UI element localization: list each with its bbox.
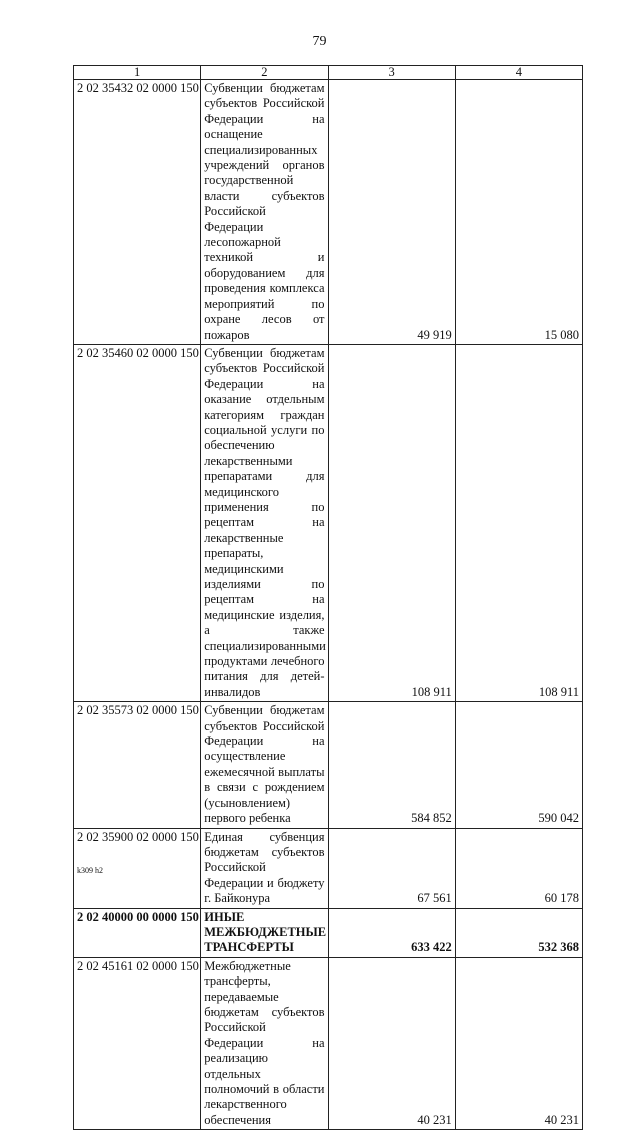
footer-code: k309 h2 bbox=[77, 866, 103, 875]
header-col-3: 3 bbox=[328, 66, 455, 80]
row-code: 2 02 35432 02 0000 150 bbox=[74, 80, 201, 345]
header-col-1: 1 bbox=[74, 66, 201, 80]
row-value-col4: 532 368 bbox=[455, 908, 582, 957]
table-row bbox=[74, 957, 583, 1129]
row-value-col3: 108 911 bbox=[328, 344, 455, 701]
row-value-col4: 590 042 bbox=[455, 702, 582, 828]
row-code: 2 02 40000 00 0000 150 bbox=[74, 908, 201, 957]
table-row bbox=[74, 828, 583, 908]
table-header-row bbox=[74, 66, 583, 80]
row-name: Межбюджетные трансферты, передаваемые бюджетам субъектов Российской Федерации на реализацию отдельных полномочий в области лекарственного обеспечения bbox=[201, 957, 328, 1129]
header-col-4: 4 bbox=[455, 66, 582, 80]
row-name: Субвенции бюджетам субъектов Российской Федерации на оснащение специализированных учреждений органов государственной власти субъектов Российской Федерации лесопожарной техникой и оборудованием для проведения комплекса мероприятий по охране лесов от пожаров bbox=[201, 80, 328, 345]
row-value-col3: 40 231 bbox=[328, 957, 455, 1129]
row-value-col4: 60 178 bbox=[455, 828, 582, 908]
row-name: Единая субвенция бюджетам субъектов Российской Федерации и бюджету г. Байконура bbox=[201, 828, 328, 908]
budget-table bbox=[73, 65, 583, 1130]
row-value-col3: 49 919 bbox=[328, 80, 455, 345]
row-value-col3: 633 422 bbox=[328, 908, 455, 957]
row-code: 2 02 35460 02 0000 150 bbox=[74, 344, 201, 701]
table-row bbox=[74, 702, 583, 828]
table-row bbox=[74, 344, 583, 701]
row-value-col4: 40 231 bbox=[455, 957, 582, 1129]
row-code: 2 02 35900 02 0000 150 bbox=[74, 828, 201, 908]
row-value-col3: 584 852 bbox=[328, 702, 455, 828]
page-number: 79 bbox=[312, 34, 327, 49]
header-col-2: 2 bbox=[201, 66, 328, 80]
row-code: 2 02 35573 02 0000 150 bbox=[74, 702, 201, 828]
table-row bbox=[74, 80, 583, 345]
row-value-col4: 108 911 bbox=[455, 344, 582, 701]
row-value-col3: 67 561 bbox=[328, 828, 455, 908]
table-row-total bbox=[74, 908, 583, 957]
row-name: ИНЫЕ МЕЖБЮДЖЕТНЫЕ ТРАНСФЕРТЫ bbox=[201, 908, 328, 957]
row-name: Субвенции бюджетам субъектов Российской Федерации на осуществление ежемесячной выплаты в связи с рождением (усыновлением) первого ребенка bbox=[201, 702, 328, 828]
row-name: Субвенции бюджетам субъектов Российской Федерации на оказание отдельным категориям граждан социальной услуги по обеспечению лекарственными препаратами для медицинского применения по рецептам на лекарственные препараты, медицинскими изделиями по рецептам на медицинские изделия, а также специализированными продуктами лечебного питания для детей-инвалидов bbox=[201, 344, 328, 701]
row-value-col4: 15 080 bbox=[455, 80, 582, 345]
row-code: 2 02 45161 02 0000 150 bbox=[74, 957, 201, 1129]
